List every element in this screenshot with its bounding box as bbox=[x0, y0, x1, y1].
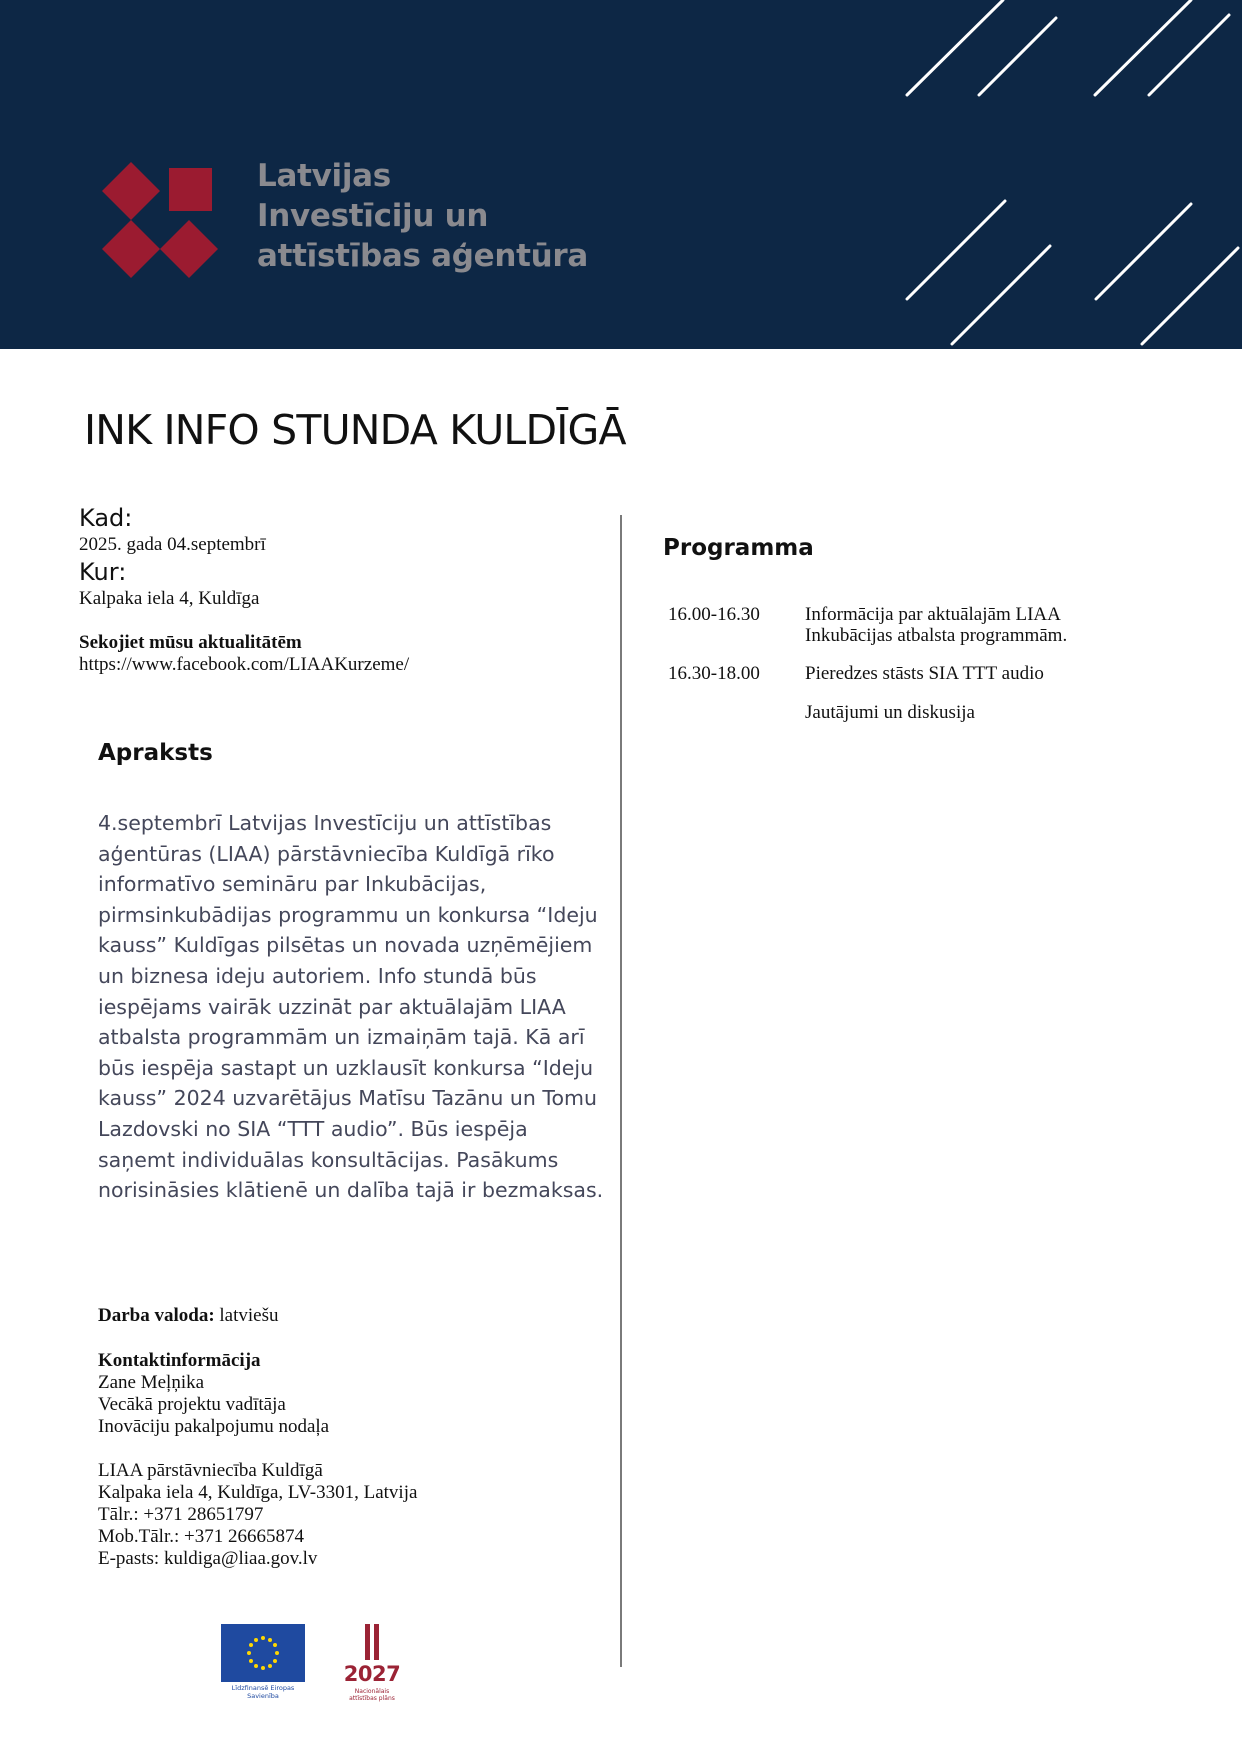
contact-department: Inovāciju pakalpojumu nodaļa bbox=[98, 1416, 330, 1437]
program-time: 16.00-16.30 bbox=[668, 604, 760, 625]
language-value: latviešu bbox=[214, 1305, 279, 1326]
language-line bbox=[98, 1305, 279, 1327]
logo-line-2: Investīciju un bbox=[257, 198, 489, 234]
eu-flag-icon bbox=[221, 1624, 305, 1682]
contact-mobile: Mob.Tālr.: +371 26665874 bbox=[98, 1526, 304, 1547]
page-title: INK INFO STUNDA KULDĪGĀ bbox=[84, 406, 626, 454]
contact-address: Kalpaka iela 4, Kuldīga, LV-3301, Latvija bbox=[98, 1482, 418, 1503]
contact-email[interactable]: E-pasts: kuldiga@liaa.gov.lv bbox=[98, 1548, 318, 1569]
column-divider bbox=[620, 515, 622, 1667]
language-label: Darba valoda: bbox=[98, 1305, 215, 1326]
contact-block bbox=[98, 1350, 417, 1570]
contact-office: LIAA pārstāvniecība Kuldīgā bbox=[98, 1460, 323, 1481]
facebook-link[interactable]: https://www.facebook.com/LIAAKurzeme/ bbox=[79, 654, 410, 675]
program-heading: Programma bbox=[663, 535, 814, 561]
eu-caption: Līdzfinansē Eiropas Savienība bbox=[231, 1684, 295, 1700]
contact-position: Vecākā projektu vadītāja bbox=[98, 1394, 286, 1415]
decorative-stripes bbox=[880, 0, 1242, 349]
contact-phone: Tālr.: +371 28651797 bbox=[98, 1504, 264, 1525]
national-plan-logo-icon bbox=[340, 1622, 404, 1662]
description-heading: Apraksts bbox=[98, 740, 213, 766]
logo-line-3: attīstības aģentūra bbox=[257, 238, 589, 274]
where-value: Kalpaka iela 4, Kuldīga bbox=[79, 588, 260, 609]
liaa-diamond-logo-icon bbox=[102, 162, 218, 278]
national-plan-year: 2027 bbox=[343, 1662, 401, 1686]
program-time: 16.30-18.00 bbox=[668, 663, 760, 684]
agency-logo-text bbox=[257, 156, 588, 276]
contact-heading: Kontaktinformācija bbox=[98, 1350, 261, 1371]
program-desc: Pieredzes stāsts SIA TTT audio bbox=[805, 663, 1044, 684]
where-label: Kur: bbox=[79, 558, 127, 586]
national-plan-logo bbox=[340, 1622, 404, 1704]
program-desc: Jautājumi un diskusija bbox=[805, 702, 975, 723]
header-banner bbox=[0, 0, 1242, 349]
follow-label: Sekojiet mūsu aktualitātēm bbox=[79, 632, 302, 653]
national-plan-caption: Nacionālais attīstības plāns bbox=[349, 1688, 395, 1702]
when-value: 2025. gada 04.septembrī bbox=[79, 534, 266, 555]
contact-spacer bbox=[98, 1438, 417, 1460]
when-label: Kad: bbox=[79, 504, 133, 532]
logo-line-1: Latvijas bbox=[257, 158, 391, 194]
description-text: 4.septembrī Latvijas Investīciju un attīstības aģentūras (LIAA) pārstāvniecība Kuldīgā rīko informatīvo semināru par Inkubācijas, pirmsinkubādijas programmu un konkursa “Ideju kauss” Kuldīgas pilsētas un novada uzņēmējiem un biznesa ideju autoriem. Info stundā būs iespējams vairāk uzzināt par aktuālajām LIAA atbalsta programmām un izmaiņām tajā. Kā arī būs iespēja sastapt un uzklausīt konkursa “Ideju kauss” 2024 uzvarētājus Matīsu Tazānu un Tomu Lazdovski no SIA “TTT audio”. Būs iespēja saņemt individuālas konsultācijas. Pasākums norisināsies klātienē un dalība tajā ir bezmaksas. bbox=[98, 811, 604, 1203]
contact-name: Zane Meļņika bbox=[98, 1372, 205, 1393]
program-desc: Informācija par aktuālajām LIAA Inkubācijas atbalsta programmām. bbox=[805, 604, 1068, 646]
eu-cofunding-logo bbox=[221, 1624, 305, 1704]
